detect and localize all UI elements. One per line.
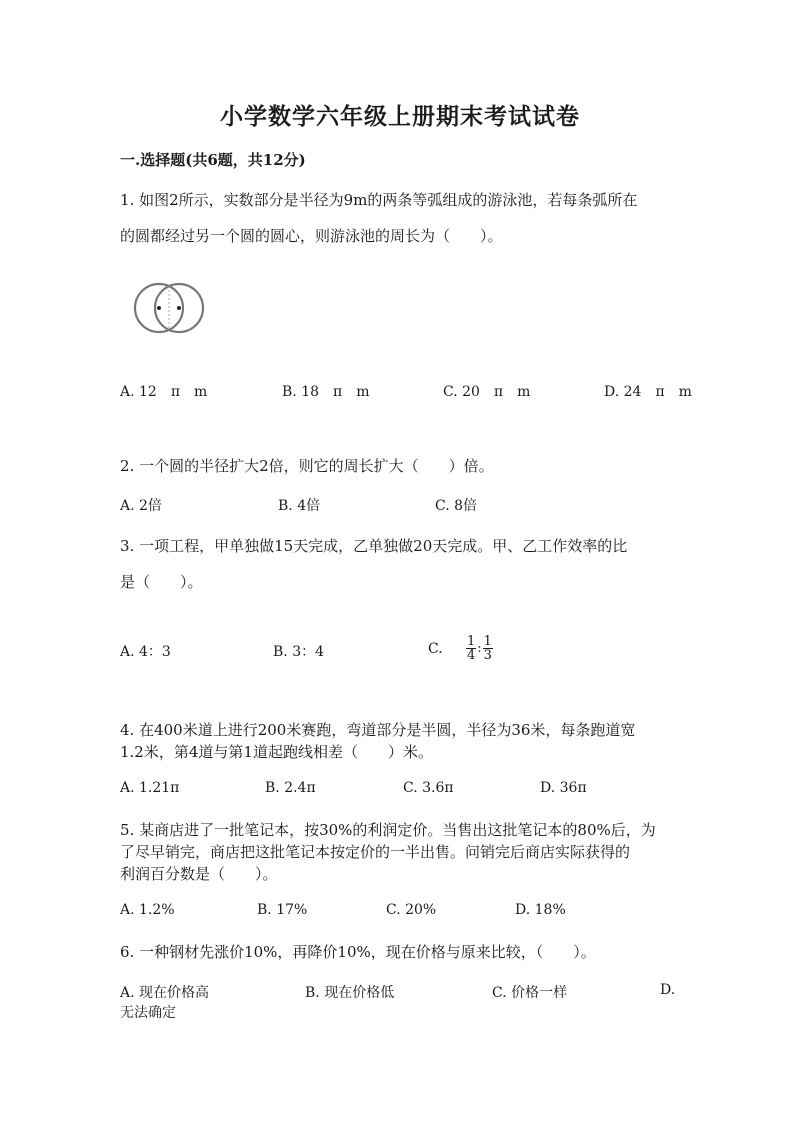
fraction-left-numerator: 1 — [467, 634, 476, 649]
question-5-line-1: 5. 某商店进了一批笔记本，按30%的利润定价。当售出这批笔记本的80%后，为 — [120, 821, 656, 839]
two-circles-figure — [130, 282, 210, 338]
question-4-line-1: 4. 在400米道上进行200米赛跑，弯道部分是半圆，半径为36米，每条跑道宽 — [120, 721, 636, 739]
question-1-line-1: 1. 如图2所示，实数部分是半径为9m的两条等弧组成的游泳池，若每条弧所在 — [120, 191, 638, 209]
q2-option-a[interactable]: A. 2倍 — [120, 498, 162, 514]
question-5-line-2: 了尽早销完，商店把这批笔记本按定价的一半出售。问销完后商店实际获得的 — [120, 843, 631, 861]
q3-option-c[interactable]: C. — [428, 641, 443, 657]
fraction-left — [466, 635, 476, 662]
q3-option-b[interactable]: B. 3：4 — [273, 644, 325, 660]
fraction-left-denominator: 4 — [467, 648, 476, 663]
fraction-right — [483, 635, 493, 662]
section-heading: 一.选择题(共6题，共12分) — [120, 151, 306, 169]
q6-option-c[interactable]: C. 价格一样 — [492, 985, 568, 1001]
question-4-line-2: 1.2米，第4道与第1道起跑线相差（ ）米。 — [120, 743, 433, 761]
q4-option-a[interactable]: A. 1.21π — [120, 780, 180, 796]
q3-option-c-fraction — [466, 635, 493, 662]
q3-option-a[interactable]: A. 4：3 — [120, 644, 171, 660]
question-1-line-2: 的圆都经过另一个圆的圆心，则游泳池的周长为（ ）。 — [120, 227, 503, 245]
q5-option-b[interactable]: B. 17% — [257, 902, 308, 918]
q4-option-d[interactable]: D. 36π — [540, 780, 587, 796]
fraction-right-denominator: 3 — [483, 648, 492, 663]
q6-option-a[interactable]: A. 现在价格高 — [120, 985, 210, 1001]
q5-option-c[interactable]: C. 20% — [386, 902, 437, 918]
q1-option-a[interactable]: A. 12 π m — [120, 384, 208, 400]
ratio-separator: : — [477, 641, 482, 656]
page-title: 小学数学六年级上册期末考试试卷 — [220, 103, 580, 130]
q6-option-b[interactable]: B. 现在价格低 — [305, 985, 395, 1001]
q1-option-b[interactable]: B. 18 π m — [282, 384, 370, 400]
q4-option-c[interactable]: C. 3.6π — [403, 780, 454, 796]
question-5-line-3: 利润百分数是（ ）。 — [120, 865, 278, 883]
q1-option-d[interactable]: D. 24 π m — [604, 384, 692, 400]
question-3-line-1: 3. 一项工程，甲单独做15天完成，乙单独做20天完成。甲、乙工作效率的比 — [120, 537, 628, 555]
q2-option-c[interactable]: C. 8倍 — [435, 498, 478, 514]
q4-option-b[interactable]: B. 2.4π — [265, 780, 316, 796]
q2-option-b[interactable]: B. 4倍 — [278, 498, 321, 514]
fraction-right-numerator: 1 — [483, 634, 492, 649]
q6-option-d[interactable]: D. — [660, 982, 676, 998]
q1-option-c[interactable]: C. 20 π m — [443, 384, 531, 400]
q6-option-d-text[interactable]: 无法确定 — [120, 1005, 176, 1021]
question-2-line-1: 2. 一个圆的半径扩大2倍，则它的周长扩大（ ）倍。 — [120, 457, 494, 475]
question-6-line-1: 6. 一种钢材先涨价10%，再降价10%，现在价格与原来比较，（ ）。 — [120, 943, 596, 961]
q5-option-d[interactable]: D. 18% — [515, 902, 566, 918]
q5-option-a[interactable]: A. 1.2% — [120, 902, 175, 918]
question-3-line-2: 是（ ）。 — [120, 573, 203, 591]
